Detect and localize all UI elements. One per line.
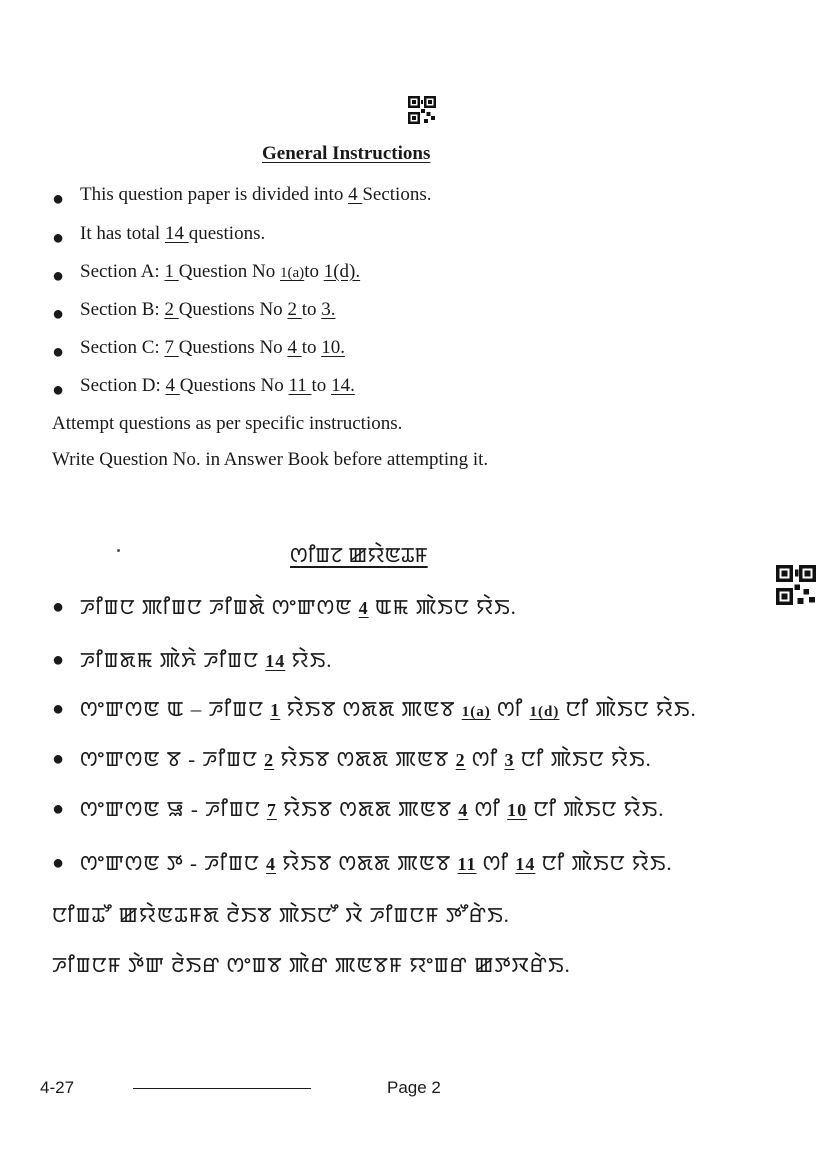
- instruction-note: Write Question No. in Answer Book before attempting it.: [52, 449, 489, 470]
- instruction-note: Attempt questions as per specific instructions.: [52, 413, 403, 434]
- item-value: 14: [164, 223, 189, 244]
- qr-code-icon: [776, 565, 816, 605]
- item-text: ꯁꯤ: [476, 851, 516, 875]
- item-value: 14: [515, 854, 536, 874]
- item-text: ꯁꯦꯛꯁꯟ ꯎ - ꯍꯤꯡꯅ: [80, 797, 267, 821]
- item-value: 2: [287, 299, 302, 320]
- item-text: to: [311, 375, 332, 396]
- item-value: 4: [458, 800, 469, 820]
- item-text: ꯌꯥꯏꯕ ꯁꯗꯗ ꯄꯟꯕ: [276, 851, 458, 875]
- item-text: Section D:: [80, 375, 166, 396]
- item-value: 10.: [321, 337, 345, 358]
- bullet-icon: ●: [52, 341, 65, 363]
- item-text: ꯌꯥꯏ.: [285, 648, 333, 672]
- item-value: 4: [266, 854, 277, 874]
- item-value: 2: [264, 750, 275, 770]
- item-text: ꯁꯤ: [468, 797, 508, 821]
- paper-code: 4-27: [40, 1078, 75, 1097]
- instruction-note: ꯍꯤꯡꯅꯝ ꯇꯥꯛ ꯂꯥꯏꯔ ꯁꯦꯡꯕ ꯄꯥꯔ ꯄꯟꯕꯝ ꯌꯦꯡꯔ ꯀꯇꯋꯔꯥꯏ.: [52, 953, 571, 977]
- item-value: 3: [504, 750, 515, 770]
- item-text: ꯌꯥꯏꯕ ꯁꯗꯗ ꯄꯟꯕ: [280, 697, 462, 721]
- item-text: Question No: [178, 261, 281, 282]
- item-value: 3.: [321, 299, 336, 320]
- item-value: 1(a): [461, 704, 491, 720]
- item-text: ꯅꯤ ꯄꯥꯏꯅ ꯌꯥꯏ.: [559, 697, 697, 721]
- item-text: to: [304, 261, 324, 282]
- scan-speck: [117, 549, 120, 552]
- item-text: Section B:: [80, 299, 165, 320]
- bullet-icon: ●: [52, 227, 65, 249]
- item-text: It has total: [80, 223, 165, 244]
- item-text: ꯁꯦꯛꯁꯟ ꯑ – ꯍꯤꯡꯅ: [80, 697, 271, 721]
- item-value: 4: [358, 598, 369, 618]
- bullet-icon: ●: [52, 852, 65, 874]
- qr-code-icon: [408, 96, 436, 124]
- bullet-icon: ●: [52, 798, 65, 820]
- item-value: 1: [164, 261, 179, 282]
- item-text: Section C:: [80, 337, 165, 358]
- item-text: ꯑꯃ ꯄꯥꯏꯅ ꯌꯥꯏ.: [368, 595, 517, 619]
- item-text: Questions No: [179, 375, 289, 396]
- bullet-icon: ●: [52, 265, 65, 287]
- item-value: 4: [287, 337, 302, 358]
- bullet-icon: ●: [52, 188, 65, 210]
- item-value: 2: [455, 750, 466, 770]
- item-text: Sections.: [362, 184, 432, 205]
- item-text: ꯌꯥꯏꯕ ꯁꯗꯗ ꯄꯟꯕ: [276, 797, 459, 821]
- item-text: Section A:: [80, 261, 165, 282]
- page-number: Page 2: [387, 1078, 441, 1097]
- item-value: 7: [266, 800, 277, 820]
- section-title: ꯁꯤꯡꯖ ꯀꯌꯥꯟꯊꯝ: [290, 543, 428, 567]
- item-text: ꯁꯦꯛꯁꯟ ꯕ - ꯍꯤꯡꯅ: [80, 747, 265, 771]
- item-text: Questions No: [178, 337, 288, 358]
- page-title: General Instructions: [262, 143, 431, 164]
- item-text: ꯁꯤ: [490, 697, 530, 721]
- bullet-icon: ●: [52, 698, 65, 720]
- footer-divider: [133, 1088, 311, 1089]
- item-value: 14.: [331, 375, 355, 396]
- item-value: 4: [348, 184, 363, 205]
- item-text: to: [301, 337, 322, 358]
- item-text: ꯅꯤ ꯄꯥꯏꯅ ꯌꯥꯏ.: [535, 851, 673, 875]
- item-value: 1(d): [529, 704, 560, 720]
- item-value: 7: [164, 337, 179, 358]
- item-text: ꯍꯤꯡꯅ ꯄꯤꯡꯅ ꯍꯤꯡꯗꯥ ꯁꯦꯛꯁꯟ: [80, 595, 359, 619]
- item-value: 1(d).: [323, 261, 361, 282]
- item-text: ꯁꯦꯛꯁꯟ ꯇ - ꯍꯤꯡꯅ: [80, 851, 267, 875]
- item-text: ꯍꯤꯡꯗꯃ ꯄꯥꯈꯥ ꯍꯤꯡꯅ: [80, 648, 266, 672]
- item-text: ꯅꯤ ꯄꯥꯏꯅ ꯌꯥꯏ.: [527, 797, 665, 821]
- item-value: 4: [165, 375, 180, 396]
- bullet-icon: ●: [52, 748, 65, 770]
- item-value: 11: [288, 375, 312, 396]
- item-text: Questions No: [178, 299, 288, 320]
- bullet-icon: ●: [52, 649, 65, 671]
- instruction-note: ꯅꯤꯡꯊꯧ ꯀꯌꯥꯟꯊꯝꯗ ꯂꯥꯏꯕ ꯄꯥꯏꯅꯧ ꯋꯥ ꯍꯤꯡꯅꯝ ꯇꯧꯔꯥꯏ.: [52, 903, 510, 927]
- item-value: 2: [164, 299, 179, 320]
- item-text: ꯁꯤ: [465, 747, 505, 771]
- item-text: ꯌꯥꯏꯕ ꯁꯗꯗ ꯄꯟꯕ: [274, 747, 456, 771]
- item-text: to: [301, 299, 322, 320]
- item-value: 11: [457, 854, 477, 874]
- item-text: ꯅꯤ ꯄꯥꯏꯅ ꯌꯥꯏ.: [514, 747, 652, 771]
- item-value: 14: [265, 651, 286, 671]
- bullet-icon: ●: [52, 303, 65, 325]
- item-text: questions.: [188, 223, 266, 244]
- item-value: 10: [507, 800, 528, 820]
- bullet-icon: ●: [52, 596, 65, 618]
- item-value: 1: [270, 700, 281, 720]
- bullet-icon: ●: [52, 379, 65, 401]
- item-text: This question paper is divided into: [80, 184, 349, 205]
- item-value: 1(a): [280, 265, 305, 281]
